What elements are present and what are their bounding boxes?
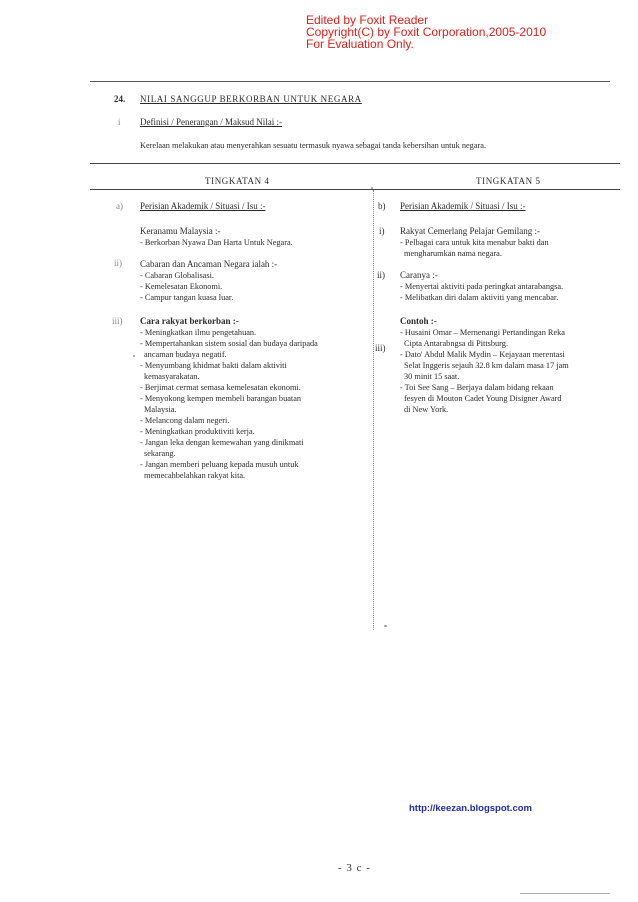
list-item: - Melibatkan diri dalam aktiviti yang mencabar.	[400, 293, 559, 302]
column-header-tingkatan-4: TINGKATAN 4	[205, 176, 270, 186]
right-i-marker: i)	[379, 226, 385, 236]
watermark-line-2: Copyright(C) by Foxit Corporation,2005-2010	[306, 25, 547, 39]
list-item: - Toi See Sang – Berjaya dalam bidang rekaan	[400, 383, 554, 392]
section-number: 24.	[114, 94, 126, 104]
list-item: Cipta Antarabngsa di Pittsburg.	[404, 339, 509, 348]
list-item: - Cabaran Globalisasi.	[140, 271, 214, 280]
list-item: - Jangan memberi peluang kepada musuh untuk	[140, 460, 299, 469]
right-ii-marker: ii)	[377, 270, 385, 280]
bottom-fragment-rule	[520, 893, 610, 894]
list-item: - Kemelesatan Ekonomi.	[140, 282, 223, 291]
top-rule	[90, 81, 610, 82]
list-item: di New York.	[404, 405, 449, 414]
left-iii-marker: iii)	[112, 316, 123, 326]
right-b-marker: b)	[378, 201, 386, 211]
right-ii-heading: Caranya :-	[400, 270, 438, 280]
scan-speck	[384, 625, 387, 627]
list-item: - Meningkatkan ilmu pengetahuan.	[140, 328, 257, 337]
list-item: - Pelbagai cara untuk kita menabur bakti dan	[400, 238, 549, 247]
list-item: - Husaini Omar – Mernenangi Pertandingan Reka	[400, 328, 565, 337]
scan-speck	[371, 187, 373, 189]
list-item: - Menyumbang khidmat bakti dalam aktiviti	[140, 361, 287, 370]
right-iii-heading: Contoh :-	[400, 316, 437, 326]
scan-speck	[133, 355, 135, 357]
left-a-heading: Perisian Akademik / Situasi / Isu :-	[140, 201, 266, 211]
column-header-tingkatan-5: TINGKATAN 5	[476, 176, 541, 186]
watermark-line-3: For Evaluation Only.	[306, 37, 414, 51]
definition-marker: i	[118, 117, 121, 127]
list-item: - Berjimat cermat semasa kemelesatan ekonomi.	[140, 383, 301, 392]
left-ii-list	[140, 270, 233, 303]
page-number: - 3 c -	[338, 862, 371, 874]
list-item: kemasyarakatan.	[144, 372, 200, 381]
definition-text: Kerelaan melakukan atau menyerahkan sesuatu termasuk nyawa sebagai tanda kebersihan untuk negara.	[140, 141, 487, 150]
list-item: - Campur tangan kuasa luar.	[140, 293, 234, 302]
list-item: - Mempertahankan sistem sosial dan budaya daripada	[140, 339, 318, 348]
right-i-list	[400, 237, 549, 259]
list-item: - Menyokong kempen membeli barangan buatan	[140, 394, 302, 403]
list-item: - Berkorban Nyawa Dan Harta Untuk Negara.	[140, 238, 293, 247]
list-item: memecahbelahkan rakyat kita.	[144, 471, 246, 480]
section-title: NILAI SANGGUP BERKORBAN UNTUK NEGARA	[140, 94, 362, 104]
list-item: - Dato' Abdul Malik Mydin – Kejayaan merentasi	[400, 350, 565, 359]
column-divider	[373, 190, 374, 630]
right-ii-list	[400, 281, 563, 303]
foxit-watermark	[306, 14, 546, 50]
left-ii-marker: ii)	[114, 258, 122, 268]
right-i-heading: Rakyat Cemerlang Pelajar Gemilang :-	[400, 226, 540, 236]
left-i-list	[140, 237, 293, 248]
table-top-rule	[90, 163, 620, 164]
list-item: - Melancong dalam negeri.	[140, 416, 230, 425]
list-item: mengharumkan nama negara.	[404, 249, 502, 258]
list-item: fesyen di Mouton Cadet Young Disigner Award	[404, 394, 562, 403]
left-a-marker: a)	[116, 201, 123, 211]
right-iii-marker: iii)	[375, 343, 386, 353]
list-item: - Jangan leka dengan kemewahan yang dinikmati	[140, 438, 304, 447]
definition-heading: Definisi / Penerangan / Maksud Nilai :-	[140, 117, 282, 127]
list-item: - Menyertai aktiviti pada peringkat antarabangsa.	[400, 282, 564, 291]
list-item: Malaysia.	[144, 405, 177, 414]
list-item: - Meningkatkan produktiviti kerja.	[140, 427, 255, 436]
right-b-heading: Perisian Akademik / Situasi / Isu :-	[400, 201, 526, 211]
list-item: sekarang.	[144, 449, 176, 458]
watermark-line-1: Edited by Foxit Reader	[306, 13, 429, 27]
list-item: ancaman budaya negatif.	[144, 350, 227, 359]
left-ii-heading: Cabaran dan Ancaman Negara ialah :-	[140, 259, 278, 269]
right-iii-list	[400, 327, 569, 415]
left-iii-heading: Cara rakyat berkorban :-	[140, 316, 239, 326]
blog-link[interactable]: http://keezan.blogspot.com	[409, 803, 532, 814]
list-item: Selat Inggeris sejauh 32.8 km dalam masa 17 jam	[404, 361, 569, 370]
list-item: 30 minit 15 saat.	[404, 372, 460, 381]
table-header-rule	[90, 189, 620, 190]
left-iii-list	[140, 327, 318, 481]
left-i-heading: Keranamu Malaysia :-	[140, 226, 221, 236]
